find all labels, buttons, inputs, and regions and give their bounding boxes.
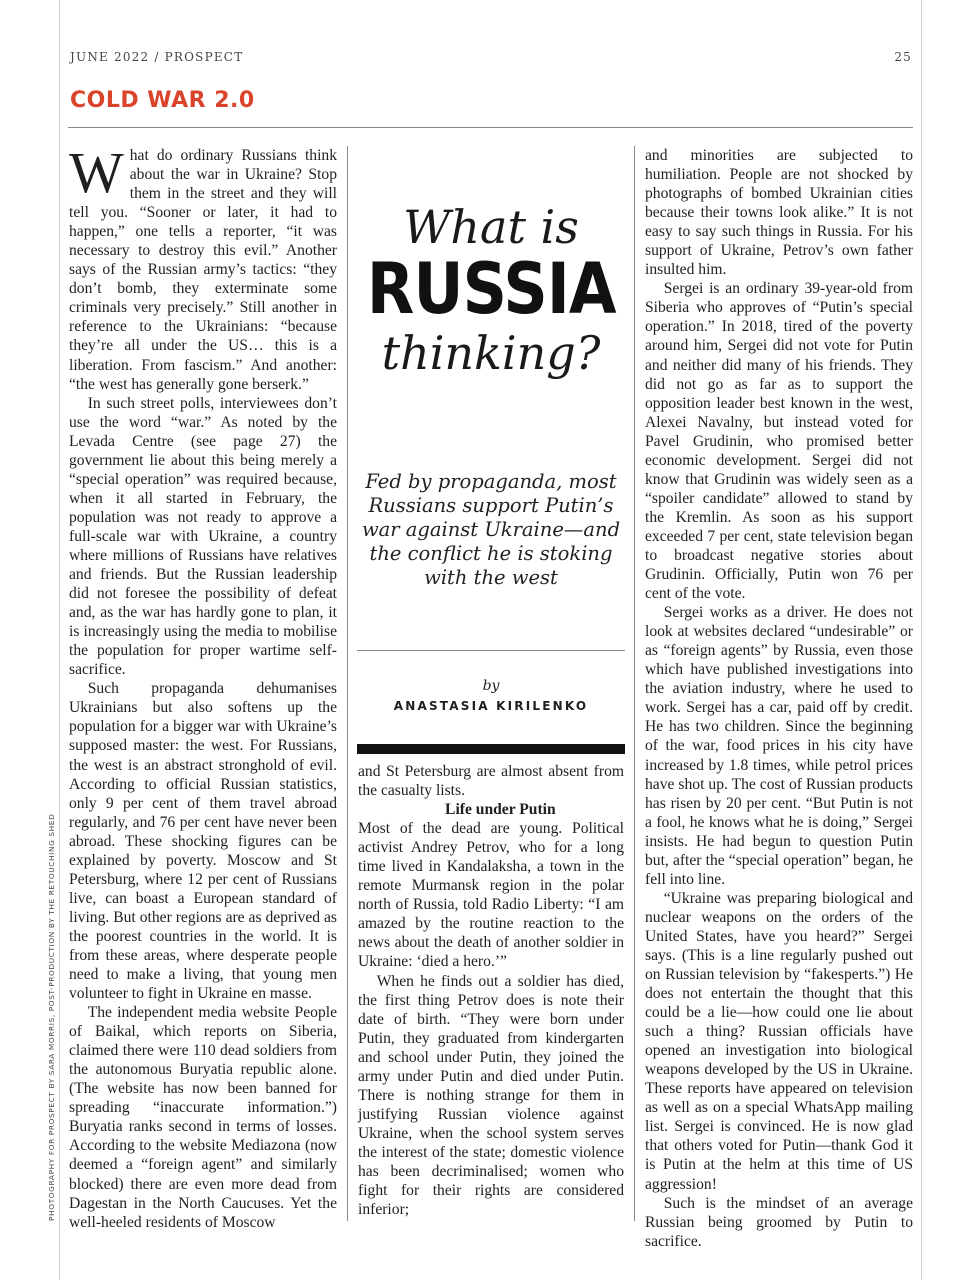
title-line-thinking: thinking? xyxy=(381,326,601,380)
left-margin-rule xyxy=(59,0,60,1280)
article-paragraph: Sergei works as a driver. He does not look at websites declared “undesirable” or as “foreign agents” by Russia, even those which have published investigations into the aviation industry, where he used to work. Sergei has a car, paid off by credit. He has two children. Since the beginning of the war, food prices in his city have increased by 1.8 times, while petrol prices have shot up. The cost of Russian products has risen by 20 per cent. “But Putin is not a fool, he knows what he is doing,” Sergei insists. He had begun to question Putin but, after the “special operation” began, he fell into line. xyxy=(645,604,913,888)
title-line-what-is: What is xyxy=(403,200,579,254)
drop-cap: W xyxy=(69,140,124,205)
photo-credit: PHOTOGRAPHY FOR PROSPECT BY SARA MORRIS, POST-PRODUCTION BY THE RETOUCHING SHED xyxy=(47,813,56,1221)
article-paragraph: Such propaganda dehumanises Ukrainians but also softens up the population for a bigger war with Ukraine’s supposed master: the west. For Russians, the west is an abstract stronghold of evil. According to official Russian statistics, only 9 per cent of them travel abroad regularly, and 76 per cent have never been abroad. These shocking figures can be explained by poverty. Moscow and St Petersburg, where 12 per cent of Russians live, can boast a European standard of living. But other regions are as deprived as the poorest countries in the world. It is from these areas, where desperate people need to make a living, that young men volunteer to fight in Ukraine en masse. xyxy=(69,680,337,1003)
section-label: COLD WAR 2.0 xyxy=(70,88,255,113)
column-start-bar xyxy=(357,744,625,754)
article-paragraph: In such street polls, interviewees don’t use the word “war.” As noted by the Levada Centre (see page 27) the government lie about this being merely a “special operation” was required because, when it all started in February, the population was not ready to approve a full-scale war with Ukraine, a country where millions of Russians have relatives and friends. But the Russian leadership did not foresee the possibility of defeat and, as the war has hardly gone to plan, it is increasingly using the media to mobilise the population for proper wartime self-sacrifice. xyxy=(69,394,337,679)
article-paragraph: What do ordinary Russians think about the war in Ukraine? Stop them in the street and they will tell you. “Sooner or later, it had to happen,” one tells a reporter, “it was necessary to destroy this evil.” Another says of the Russian army’s tactics: “they don’t bomb, they exterminate some criminals very precisely.” Still another in reference to the Ukrainians: “because they’re all under the US… this is a liberation. From fascism.” And another: “the west has generally gone berserk.” xyxy=(69,140,337,393)
article-title xyxy=(350,200,632,382)
running-header xyxy=(70,50,912,66)
page-number: 25 xyxy=(894,50,912,64)
issue-label: JUNE 2022 / PROSPECT xyxy=(70,50,244,64)
right-margin-rule xyxy=(921,0,922,1280)
section-rule xyxy=(68,127,913,128)
byline-author: ANASTASIA KIRILENKO xyxy=(393,699,589,713)
standfirst: Fed by propaganda, most Russians support Putin’s war against Ukraine—and the conflict he is stoking with the west xyxy=(361,470,621,589)
article-column-2 xyxy=(358,762,624,1219)
article-paragraph: “Ukraine was preparing biological and nuclear weapons on the orders of the United States, have you heard?” Sergei says. (This is a line regularly pushed out on Russian television by “fakesperts.”) He does not entertain the thought that this could be a lie—how could one lie about such a thing? Russian officials have opened an investigation into biological weapons developed by the US in Ukraine. These reports have appeared on television as well as on a special WhatsApp mailing list. Sergei is convinced. He is now glad that others voted for Putin—thank God it is Putin at the helm at this time of US aggression! xyxy=(645,889,913,1193)
article-paragraph: Sergei is an ordinary 39-year-old from Siberia who approves of “Putin’s special operation.” In 2018, tired of the poverty around him, Sergei did not vote for Putin and neither did many of his friends. They did not go as far as to support the opposition leader best known in the west, Alexei Navalny, but instead voted for Pavel Grudinin, who promised better economic development. Sergei did not know that Grudinin was widely seen as a “spoiler candidate” allowed to stand by the Kremlin. As soon as his support exceeded 7 per cent, state television began to broadcast negative stories about Grudinin. Officially, Putin won 76 per cent of the vote. xyxy=(645,280,913,603)
subheading: Life under Putin xyxy=(445,801,556,819)
column-divider xyxy=(634,146,635,1221)
article-paragraph: The independent media website People of Baikal, which reports on Siberia, claimed there were 110 dead soldiers from the autonomous Buryatia republic alone. (The website has now been banned for spreading “inaccurate information.”) Buryatia ranks second in terms of losses. According to the website Mediazona (now deemed a “foreign agent” and similarly blocked) there are even more dead from Dagestan in the North Caucuses. Yet the well-heeled residents of Moscow xyxy=(69,1004,337,1231)
byline-rule xyxy=(357,650,625,651)
article-column-1 xyxy=(69,140,337,1232)
article-paragraph: and St Petersburg are almost absent from the casualty lists. xyxy=(358,763,624,800)
article-paragraph: and minorities are subjected to humiliation. People are not shocked by photographs of bombed Ukrainian cities because their towns look alike.” It is not easy to say such things in Russia. For his support of Ukraine, Petrov’s own father insulted him. xyxy=(645,147,913,279)
title-line-russia: RUSSIA xyxy=(366,248,616,330)
byline-by: by xyxy=(482,678,500,694)
article-paragraph: Most of the dead are young. Political activist Andrey Petrov, who for a long time lived in Kandalaksha, a town in the remote Murmansk region in the polar north of Russia, told Radio Liberty: “I am amazed by the routine reaction to the news about the death of another soldier in Ukraine: ‘died a hero.’” xyxy=(358,820,624,971)
article-paragraph: Such is the mindset of an average Russian being groomed by Putin to sacrifice. xyxy=(645,1194,913,1250)
column-divider xyxy=(347,146,348,1221)
article-column-3 xyxy=(645,146,913,1251)
article-paragraph: When he finds out a soldier has died, the first thing Petrov does is note their date of birth. “They were born under Putin, they graduated from kindergarten and school under Putin, they joined the army under Putin and died under Putin. There is nothing strange for them in justifying Russian violence against Ukraine, when the school system serves the interest of the state; domestic violence has been decriminalised; women who fight for their rights are considered inferior; xyxy=(358,972,624,1219)
